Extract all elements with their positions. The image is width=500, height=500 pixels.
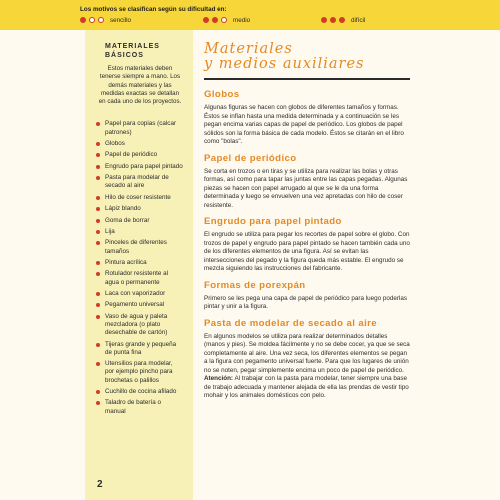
level-label-hard: difícil (351, 16, 366, 24)
list-item: Laca con vaporizador (95, 290, 183, 298)
list-item: Lápiz blando (95, 205, 183, 213)
difficulty-dot-icon (330, 17, 336, 23)
level-easy (80, 15, 131, 25)
materials-sidebar (85, 30, 193, 500)
list-item: Lija (95, 228, 183, 236)
attention-label: Atención: (204, 375, 234, 382)
list-item: Tijeras grande y pequeña de punta fina (95, 341, 183, 357)
difficulty-dot-icon (203, 17, 209, 23)
level-hard (321, 15, 365, 25)
section-heading: Pasta de modelar de secado al aire (204, 317, 378, 329)
sidebar-intro: Estos materiales deben tenerse siempre a mano. Los demás materiales y las medidas exactas se detallan en cada uno de los proyectos. (98, 65, 182, 106)
difficulty-dot-icon (212, 17, 218, 23)
section-heading: Formas de porexpán (204, 279, 306, 291)
sidebar-title-line: MATERIALES (105, 43, 160, 50)
difficulty-dot-icon (221, 17, 227, 23)
difficulty-dot-icon (321, 17, 327, 23)
difficulty-levels (80, 15, 500, 25)
section-text: Algunas figuras se hacen con globos de diferentes tamaños y formas. Éstos se inflan hasta una medida determinada y a continuación se les pegan encima varias capas de papel de periódico. Los globos de papel sólidos son la forma básica de cada modelo. Éstos se citarán en el libro como "bolas". (204, 104, 404, 145)
level-label-easy: sencillo (110, 16, 131, 24)
difficulty-legend: Los motivos se clasifican según su dificultad en: (80, 6, 227, 13)
difficulty-bar (0, 0, 500, 30)
list-item: Vaso de agua y paleta mezcladora (o plato desechable de cartón) (95, 313, 183, 338)
materials-list (95, 120, 183, 415)
list-item: Rotulador resistente al agua o permanente (95, 270, 183, 286)
sidebar-title (105, 42, 175, 60)
section-text-part: Al trabajar con la pasta para modelar, tener siempre una base de trabajo adecuada y mantener alejada de ella las prendas de vestir tipo mohair y los animales domésticos con pelo. (204, 375, 409, 399)
list-item: Taladro de batería o manual (95, 399, 183, 415)
list-item: Engrudo para papel pintado (95, 163, 183, 171)
level-label-medium: medio (233, 16, 251, 24)
section-text: Se corta en trozos o en tiras y se utiliza para realizar las bolas y otras formas, así como para tapar las juntas entre las capas pegadas. Algunas piezas se hacen con papel arrugado al que se le da una forma determinada y luego se envuelven una vez apretadas con hilo de coser resistente. (204, 167, 408, 209)
sidebar-title-line: BÁSICOS (105, 52, 144, 59)
page-number: 2 (97, 479, 103, 490)
title-divider (204, 78, 410, 80)
list-item: Cuchillo de cocina afilado (95, 388, 183, 396)
section-heading: Globos (204, 89, 240, 100)
list-item: Pinceles de diferentes tamaños (95, 239, 183, 255)
level-medium (203, 15, 250, 25)
difficulty-dot-icon (98, 17, 104, 23)
section-text: Primero se les pega una capa de papel de periódico para luego poderlas pintar y unir a la figura. (204, 294, 408, 310)
section-heading: Papel de periódico (204, 152, 297, 164)
section-text (204, 333, 410, 401)
list-item: Papel para copias (calcar patrones) (95, 120, 183, 136)
page-title-line: y medios auxiliares (204, 56, 365, 72)
difficulty-dot-icon (339, 17, 345, 23)
main-content (204, 42, 410, 407)
section-text: El engrudo se utiliza para pegar los recortes de papel sobre el globo. Con trozos de papel y engrudo para papel pintado se hacen también cada uno de los diferentes elementos de una figura. Así se evitan las intersecciones del pegado y la figura queda más estable. El engrudo se mezcla siguiendo las instrucciones del fabricante. (204, 231, 410, 272)
list-item: Pasta para modelar de secado al aire (95, 174, 183, 190)
list-item: Utensilios para modelar, por ejemplo pincho para brochetas o palillos (95, 360, 183, 385)
list-item: Pintura acrílica (95, 259, 183, 267)
list-item: Pegamento universal (95, 301, 183, 309)
difficulty-dot-icon (80, 17, 86, 23)
list-item: Globos (95, 140, 183, 148)
list-item: Goma de borrar (95, 217, 183, 225)
page-title-line: Materiales (204, 41, 293, 57)
section-text-part: En algunos modelos se utiliza para realizar determinados detalles (manos y pies). Se moldea fácilmente y no se debe cocer, ya que se seca completamente al aire. Una vez seca, los diferentes elementos se pegan a la figura con pegamento universal fuerte. Para que los lugares de unión no se noten, pegar simplemente encima un poco de papel de periódico. (204, 332, 410, 374)
difficulty-dot-icon (89, 17, 95, 23)
list-item: Papel de periódico (95, 151, 183, 159)
list-item: Hilo de coser resistente (95, 194, 183, 202)
section-heading: Engrudo para papel pintado (204, 216, 342, 227)
page-title (204, 42, 410, 72)
